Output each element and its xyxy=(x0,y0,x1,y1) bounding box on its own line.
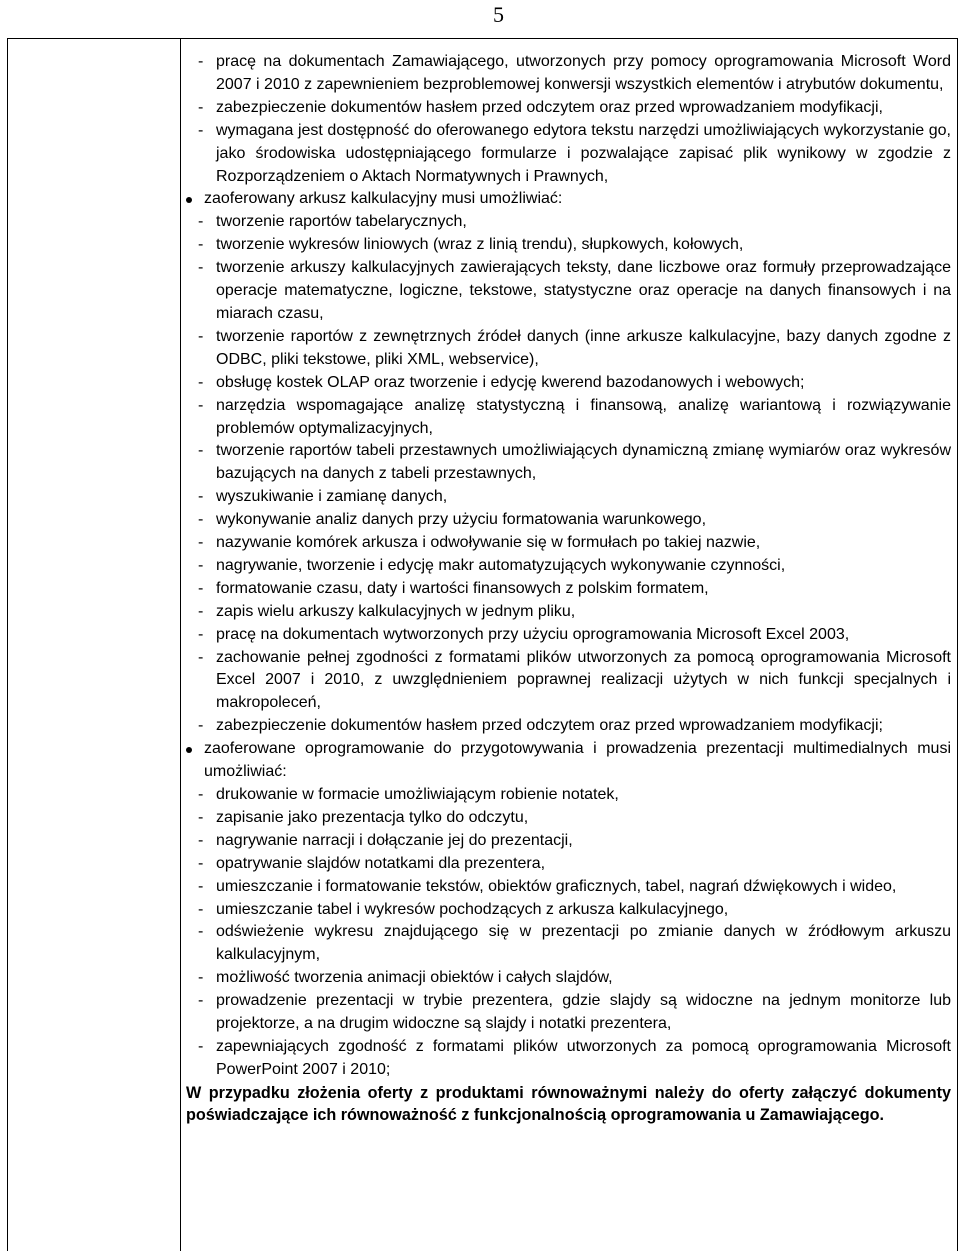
list-item xyxy=(198,486,951,509)
list-item xyxy=(198,1036,951,1082)
list-item-text: prowadzenie prezentacji w trybie prezentera, gdzie slajdy są widoczne na jednym monitorze lub projektorze, a na drugim widoczne są slajdy i notatki prezentera, xyxy=(216,992,951,1033)
list-item-text: opatrywanie slajdów notatkami dla prezentera, xyxy=(216,854,546,872)
dash-marker: - xyxy=(198,602,204,620)
bullet-item xyxy=(186,188,951,211)
list-item xyxy=(198,624,951,647)
dash-marker: - xyxy=(198,213,204,231)
dash-marker: - xyxy=(198,511,204,529)
list-item-text: nazywanie komórek arkusza i odwoływanie się w formułach po takiej nazwie, xyxy=(216,534,761,552)
list-item-text: umieszczanie tabel i wykresów pochodzących z arkusza kalkulacyjnego, xyxy=(216,900,729,918)
list-item-text: nagrywanie narracji i dołączanie jej do prezentacji, xyxy=(216,831,573,849)
list-item xyxy=(198,807,951,830)
list-item xyxy=(198,257,951,326)
list-item xyxy=(198,990,951,1036)
bullet-text: zaoferowany arkusz kalkulacyjny musi umożliwiać: xyxy=(204,190,563,208)
list-item xyxy=(198,372,951,395)
list-item-text: pracę na dokumentach Zamawiającego, utworzonych przy pomocy oprogramowania Microsoft Word 2007 i 2010 z zapewnieniem bezproblemowej konwersji wszystkich elementów i atrybutów dokumentu, xyxy=(216,53,951,93)
list-item xyxy=(198,509,951,532)
dash-marker: - xyxy=(198,877,204,895)
document-body xyxy=(186,51,951,1127)
list-item-text: umieszczanie i formatowanie tekstów, obiektów graficznych, tabel, nagrań dźwiękowych i wideo, xyxy=(216,877,897,895)
bullet-dot-icon xyxy=(186,747,192,753)
list-item-text: tworzenie arkuszy kalkulacyjnych zawierających teksty, dane liczbowe oraz formuły przeprowadzające operacje matematyczne, logiczne, tekstowe, statystyczne oraz operacje na danych finansowych i na miarach czasu, xyxy=(216,259,951,322)
dash-marker: - xyxy=(198,1037,204,1055)
list-item-text: tworzenie raportów tabelarycznych, xyxy=(216,213,467,231)
list-item-text: zapisanie jako prezentacja tylko do odczytu, xyxy=(216,808,529,826)
list-item xyxy=(198,234,951,257)
dash-marker: - xyxy=(198,373,204,391)
list-item-text: pracę na dokumentach wytworzonych przy użyciu oprogramowania Microsoft Excel 2003, xyxy=(216,625,850,643)
dash-marker: - xyxy=(198,53,204,70)
dash-marker: - xyxy=(198,98,204,116)
dash-marker: - xyxy=(198,786,204,803)
list-item-text: obsługę kostek OLAP oraz tworzenie i edycję kwerend bazodanowych i webowych; xyxy=(216,373,805,391)
list-item-text: formatowanie czasu, daty i wartości finansowych z polskim formatem, xyxy=(216,579,709,597)
list-item xyxy=(198,326,951,372)
list-item xyxy=(198,876,951,899)
list-item xyxy=(198,97,951,120)
dash-marker: - xyxy=(198,969,204,987)
list-item-text: zabezpieczenie dokumentów hasłem przed odczytem oraz przed wprowadzaniem modyfikacji, xyxy=(216,98,883,116)
list-item-text: wyszukiwanie i zamianę danych, xyxy=(216,488,448,506)
list-item-text: tworzenie wykresów liniowych (wraz z linią trendu), słupkowych, kołowych, xyxy=(216,236,744,254)
list-item xyxy=(198,647,951,716)
list-item xyxy=(198,555,951,578)
dash-marker: - xyxy=(198,121,204,139)
dash-marker: - xyxy=(198,717,204,735)
list-item xyxy=(198,830,951,853)
list-item xyxy=(198,967,951,990)
list-item-text: nagrywanie, tworzenie i edycję makr automatyzujących wykonywanie czynności, xyxy=(216,556,786,574)
list-item xyxy=(198,715,951,738)
list-item-text: odświeżenie wykresu znajdującego się w prezentacji po zmianie danych w źródłowym arkuszu kalkulacyjnym, xyxy=(216,923,951,964)
dash-marker: - xyxy=(198,808,204,826)
dash-marker: - xyxy=(198,579,204,597)
bullet-dot-icon xyxy=(186,197,192,203)
bullet-text: zaoferowane oprogramowanie do przygotowywania i prowadzenia prezentacji multimedialnych musi umożliwiać: xyxy=(204,740,951,781)
dash-marker: - xyxy=(198,923,204,941)
list-item xyxy=(198,578,951,601)
list-item xyxy=(198,532,951,555)
dash-marker: - xyxy=(198,648,204,666)
bullet-item xyxy=(186,738,951,784)
dash-marker: - xyxy=(198,831,204,849)
dash-marker: - xyxy=(198,992,204,1010)
list-item-text: wykonywanie analiz danych przy użyciu formatowania warunkowego, xyxy=(216,511,707,529)
dash-marker: - xyxy=(198,236,204,254)
dash-marker: - xyxy=(198,327,204,345)
list-item-text: narzędzia wspomagające analizę statystyczną i finansową, analizę wariantową i rozwiązywanie problemów optymalizacyjnych, xyxy=(216,396,951,437)
list-item-text: zapis wielu arkuszy kalkulacyjnych w jednym pliku, xyxy=(216,602,576,620)
requirements-list xyxy=(186,51,951,1082)
list-item xyxy=(198,921,951,967)
list-item xyxy=(198,784,951,807)
dash-marker: - xyxy=(198,488,204,506)
dash-marker: - xyxy=(198,259,204,277)
list-item-text: drukowanie w formacie umożliwiającym robienie notatek, xyxy=(216,786,619,803)
dash-marker: - xyxy=(198,442,204,460)
page-number: 5 xyxy=(493,2,504,27)
dash-marker: - xyxy=(198,900,204,918)
list-item-text: zachowanie pełnej zgodności z formatami plików utworzonych za pomocą oprogramowania Microsoft Excel 2007 i 2010, z uwzględnieniem poprawnej realizacji użytych w nich funkcji specjalnych i makropoleceń, xyxy=(216,648,951,712)
dash-marker: - xyxy=(198,854,204,872)
list-item-text: zabezpieczenie dokumentów hasłem przed odczytem oraz przed wprowadzaniem modyfikacji; xyxy=(216,717,883,735)
list-item xyxy=(198,211,951,234)
list-item-text: możliwość tworzenia animacji obiektów i całych slajdów, xyxy=(216,969,613,987)
list-item-text: zapewniających zgodność z formatami plików utworzonych za pomocą oprogramowania Microsoft PowerPoint 2007 i 2010; xyxy=(216,1037,951,1078)
closing-paragraph: W przypadku złożenia oferty z produktami równoważnymi należy do oferty załączyć dokumenty poświadczające ich równoważność z funkcjonalnością oprogramowania u Zamawiającego. xyxy=(186,1083,951,1125)
dash-marker: - xyxy=(198,625,204,643)
list-item xyxy=(198,853,951,876)
table-left-column xyxy=(7,38,181,1251)
list-item xyxy=(198,440,951,486)
list-item xyxy=(198,899,951,922)
dash-marker: - xyxy=(198,534,204,552)
dash-marker: - xyxy=(198,396,204,414)
list-item xyxy=(198,601,951,624)
list-item xyxy=(198,395,951,441)
list-item-text: wymagana jest dostępność do oferowanego edytora tekstu narzędzi umożliwiających wykorzystanie go, jako środowiska udostępniającego formularze i pozwalające zapisać plik wynikowy w zgodzie z Rozporządzeniem o Aktach Normatywnych i Prawnych, xyxy=(216,121,951,185)
list-item xyxy=(198,120,951,189)
list-item xyxy=(198,51,951,97)
dash-marker: - xyxy=(198,556,204,574)
list-item-text: tworzenie raportów tabeli przestawnych umożliwiających dynamiczną zmianę wymiarów oraz wykresów bazujących na danych z tabeli przestawnych, xyxy=(216,442,951,483)
list-item-text: tworzenie raportów z zewnętrznych źródeł danych (inne arkusze kalkulacyjne, bazy danych zgodne z ODBC, pliki tekstowe, pliki XML, webservice), xyxy=(216,327,951,368)
